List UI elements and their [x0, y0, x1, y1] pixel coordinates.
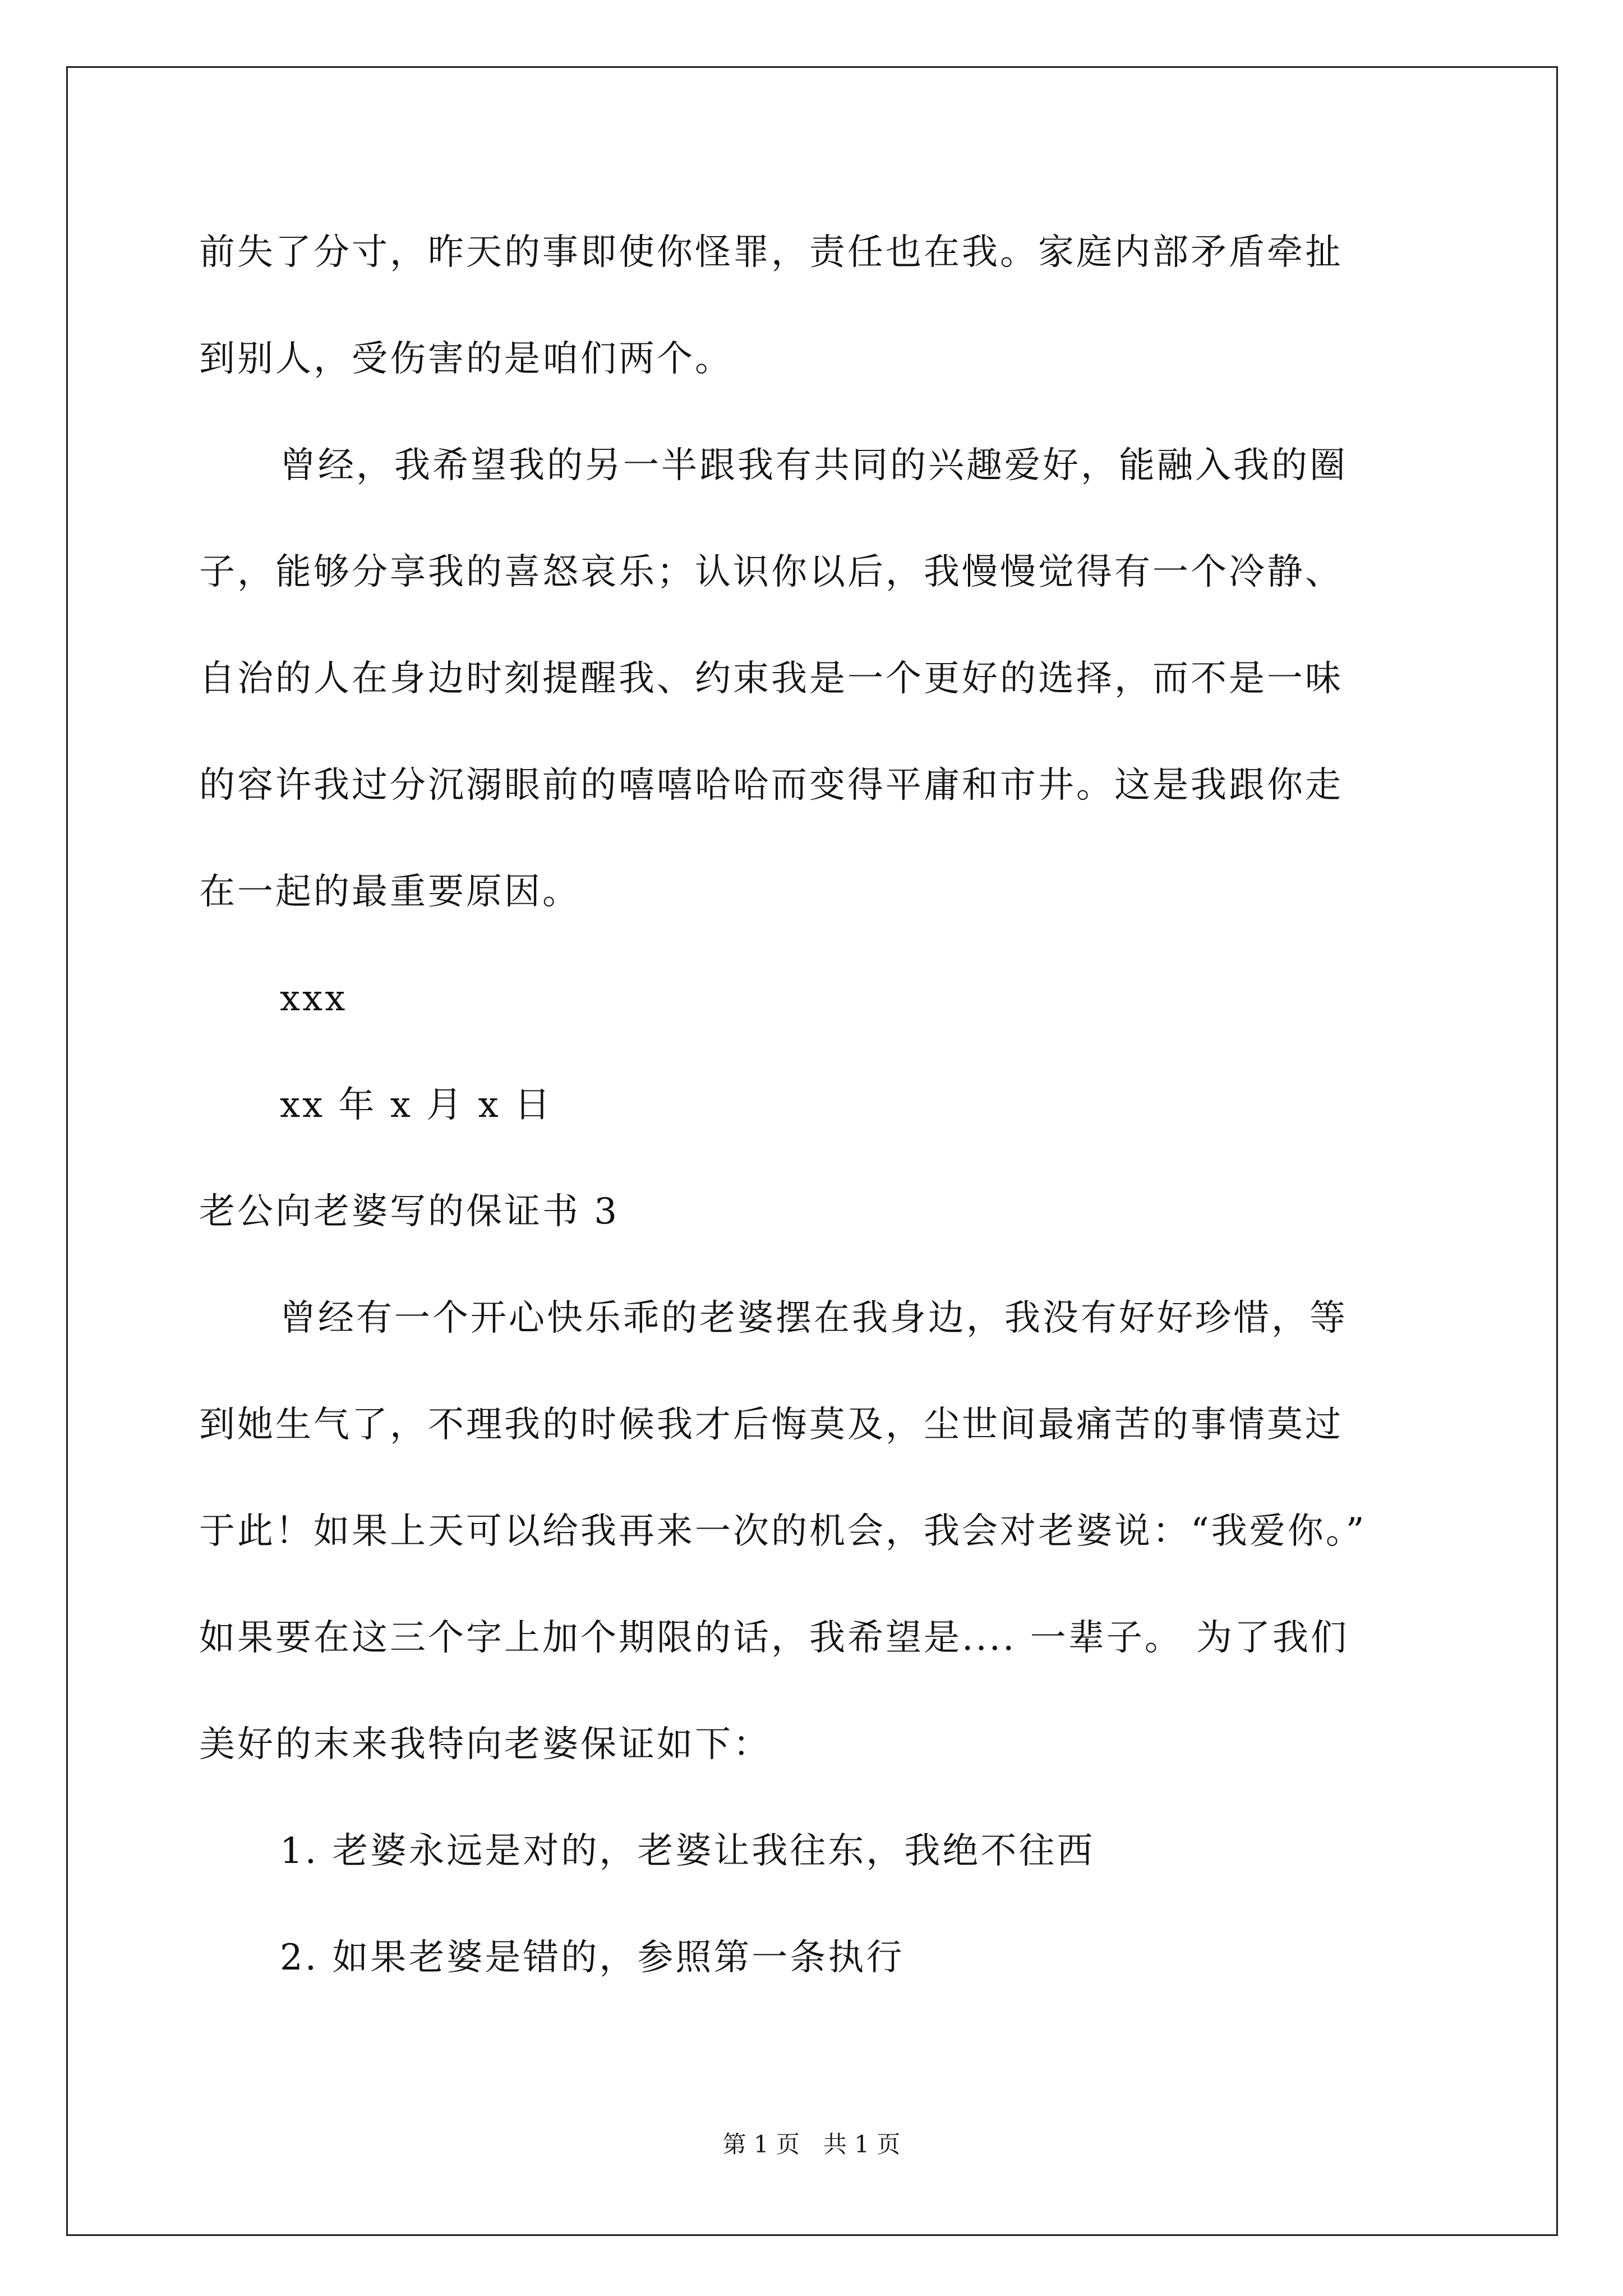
text-line: 到别人，受伤害的是咱们两个。 — [199, 338, 733, 380]
text-line: 到她生气了，不理我的时候我才后悔莫及，尘世间最痛苦的事情莫过 — [199, 1404, 1343, 1446]
list-item: 1. 老婆永远是对的，老婆让我往东，我绝不往西 — [280, 1830, 1095, 1872]
text-line: 自治的人在身边时刻提醒我、约束我是一个更好的选择，而不是一味 — [199, 658, 1343, 700]
text-line: 于此！如果上天可以给我再来一次的机会，我会对老婆说：“我爱你。” — [199, 1511, 1367, 1552]
page-number-footer: 第 1 页 共 1 页 — [722, 2131, 901, 2158]
page-border — [66, 66, 1558, 2236]
paragraph-start: 曾经有一个开心快乐乖的老婆摆在我身边，我没有好好珍惜，等 — [280, 1297, 1348, 1339]
section-heading: 老公向老婆写的保证书 3 — [199, 1191, 620, 1232]
paragraph-start: 曾经，我希望我的另一半跟我有共同的兴趣爱好，能融入我的圈 — [280, 445, 1348, 486]
list-item: 2. 如果老婆是错的，参照第一条执行 — [280, 1937, 905, 1978]
text-line: 美好的末来我特向老婆保证如下： — [199, 1724, 771, 1765]
text-line: 在一起的最重要原因。 — [199, 871, 580, 913]
signature-name: xxx — [280, 978, 348, 1019]
text-line: 如果要在这三个字上加个期限的话，我希望是.... 一辈子。 为了我们 — [199, 1617, 1349, 1659]
text-line: 的容许我过分沉溺眼前的嘻嘻哈哈而变得平庸和市井。这是我跟你走 — [199, 765, 1343, 806]
text-line: 前失了分寸，昨天的事即使你怪罪，责任也在我。家庭内部矛盾牵扯 — [199, 232, 1343, 273]
text-line: 子，能够分享我的喜怒哀乐；认识你以后，我慢慢觉得有一个冷静、 — [199, 551, 1343, 593]
signature-date: xx 年 x 月 x 日 — [280, 1084, 553, 1126]
